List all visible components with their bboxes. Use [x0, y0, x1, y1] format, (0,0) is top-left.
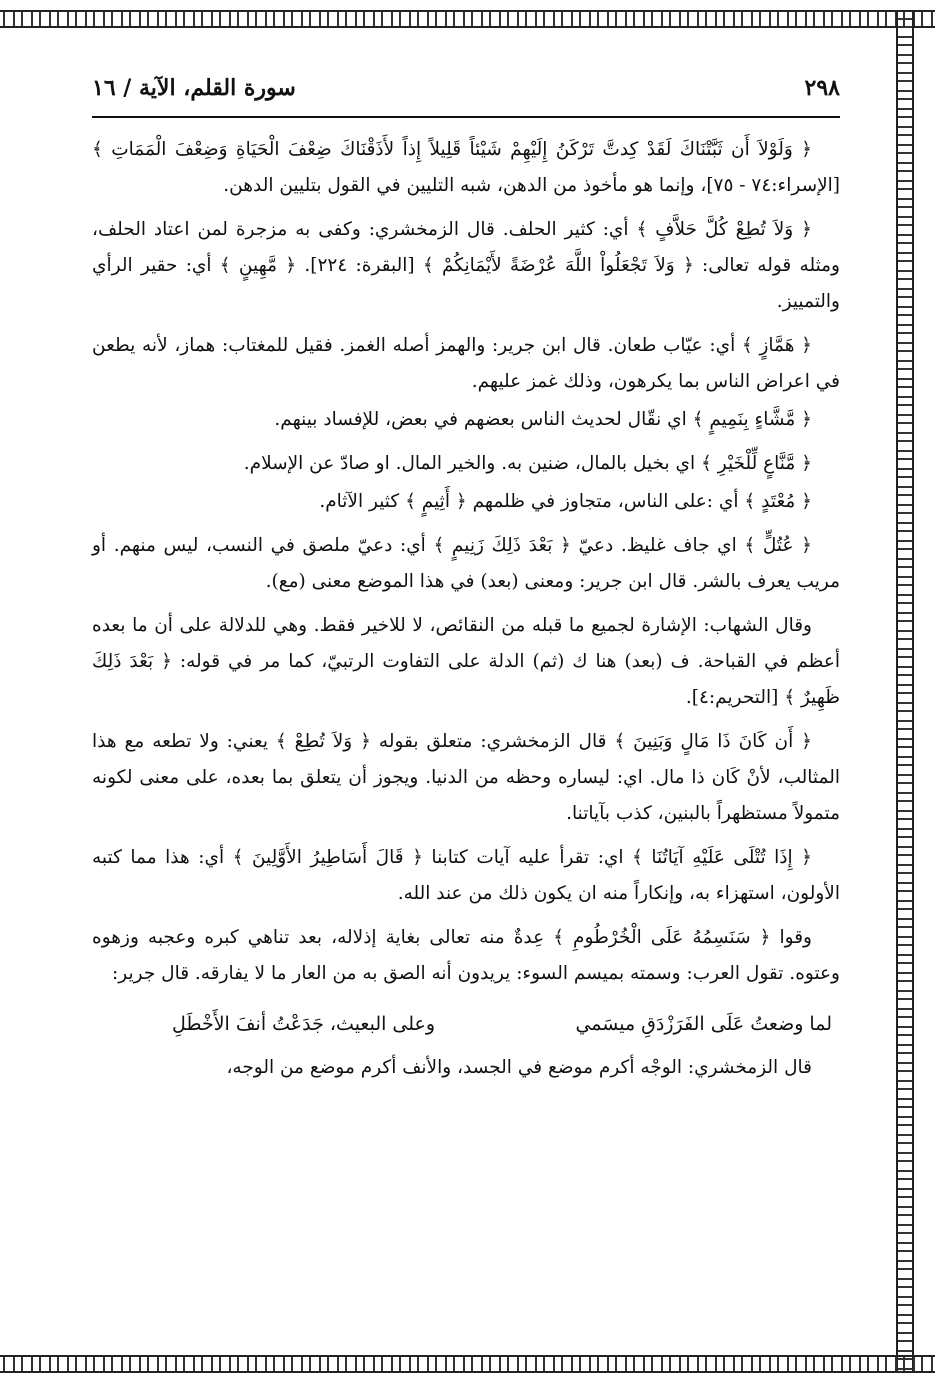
right-border: [896, 10, 914, 1373]
paragraph: ﴿ أَن كَانَ ذَا مَالٍ وَبَنِينَ ﴾ قال الزمخشري: متعلق بقوله ﴿ وَلاَ تُطِعْ ﴾ يعني: ولا تطعه مع هذا المثالب، لأنْ كَان ذا مال. اي: ليساره وحظه من الدنيا. ويجوز أن يتعلق بما بعده، على معنى لكونه متمولاً مستظهراً بالبنين، كذب بآياتنا.: [92, 731, 840, 824]
paragraph: ﴿ إِذَا تُتْلَى عَلَيْهِ آيَاتُنَا ﴾ اي: تقرأ عليه آيات كتابنا ﴿ قَالَ أَسَاطِيرُ الأَوَّلِينَ ﴾ أي: هذا مما كتبه الأولون، استهزاء به، وإنكاراً منه ان يكون ذلك من عند الله.: [92, 847, 840, 904]
page-content: [92, 132, 840, 1086]
paragraph: ﴿ مَّشَّاءٍ بِنَمِيمٍ ﴾ اي نقّال لحديث الناس بعضهم في بعض، للإفساد بينهم.: [274, 409, 812, 430]
paragraph: ﴿ مُعْتَدٍ ﴾ أي :على الناس، متجاوز في ظلمهم ﴿ أَثِيمٍ ﴾ كثير الآثام.: [319, 491, 812, 512]
paragraph: ﴿ مَّنَّاعٍ لِّلْخَيْرِ ﴾ اي بخيل بالمال، ضنين به. والخير المال. او صادّ عن الإسلام.: [243, 453, 812, 474]
paragraph: ﴿ عُتُلٍّ ﴾ اي جاف غليظ. دعيّ ﴿ بَعْدَ ذَلِكَ زَنِيمٍ ﴾ أي: دعيّ ملصق في النسب، ليس منهم. أو مريب يعرف بالشر. قال ابن جرير: ومعنى (بعد) في هذا الموضع معنى (مع).: [92, 535, 840, 592]
poem-hemistich-left: وعلى البعيث، جَدَعْتُ أنفَ الأَخْطَلِ: [172, 1013, 436, 1035]
paragraph: وقوا ﴿ سَنَسِمُهُ عَلَى الْخُرْطُومِ ﴾ عِدةٌ منه تعالى بغاية إذلاله، بعد تناهي كبره وعجبه وزهوه وعتوه. تقول العرب: وسمته بميسم السوء: يريدون أنه الصق به من العار ما لا يفارقه. قال جرير:: [92, 927, 840, 984]
page-header: [92, 60, 840, 118]
bottom-border: [0, 1355, 935, 1373]
paragraph: ﴿ وَلاَ تُطِعْ كُلَّ حَلاَّفٍ ﴾ أي: كثير الحلف. قال الزمخشري: وكفى به مزجرة لمن اعتاد الحلف، ومثله قوله تعالى: ﴿ وَلاَ تَجْعَلُواْ اللَّهَ عُرْضَةً لأَيْمَانِكُمْ ﴾ [البقرة: ٢٢٤]. ﴿ مَّهِينٍ ﴾ أي: حقير الرأي والتمييز.: [92, 219, 840, 312]
paragraph: ﴿ وَلَوْلاَ أَن ثَبَّتْنَاكَ لَقَدْ كِدتَّ تَرْكَنُ إِلَيْهِمْ شَيْئاً قَلِيلاً إِذاً لأَذَقْنَاكَ ضِعْفَ الْحَيَاةِ وَضِعْفَ الْمَمَاتِ ﴾ [الإسراء:٧٤ - ٧٥]، وإنما هو مأخوذ من الدهن، شبه التليين في القول بتليين الدهن.: [92, 139, 840, 196]
poem-hemistich-right: لما وضعتُ عَلَى الفَرَزْدَقِ ميسَمي: [575, 1013, 832, 1035]
top-border: [0, 10, 935, 28]
paragraph: ﴿ هَمَّازٍ ﴾ أي: عيّاب طعان. قال ابن جرير: والهمز أصله الغمز. فقيل للمغتاب: هماز، لأنه يطعن في اعراض الناس بما يكرهون، وذلك غمز عليهم.: [92, 335, 840, 392]
section-title: سورة القلم، الآية / ١٦: [92, 75, 296, 101]
page-number: ٢٩٨: [804, 75, 840, 101]
final-paragraph: قال الزمخشري: الوجْه أكرم موضع في الجسد، والأنف أكرم موضع من الوجه،: [226, 1057, 812, 1078]
poem-verse: [92, 1006, 840, 1042]
paragraph: وقال الشهاب: الإشارة لجميع ما قبله من النقائص، لا للاخير فقط. وهي للدلالة على أن ما بعده أعظم في القباحة. ف (بعد) هنا ك (ثم) الدلة على التفاوت الرتبيّ، كما مر في قوله: ﴿ بَعْدَ ذَلِكَ ظَهِيرٌ ﴾ [التحريم:٤].: [92, 615, 840, 708]
page: [92, 60, 840, 1355]
